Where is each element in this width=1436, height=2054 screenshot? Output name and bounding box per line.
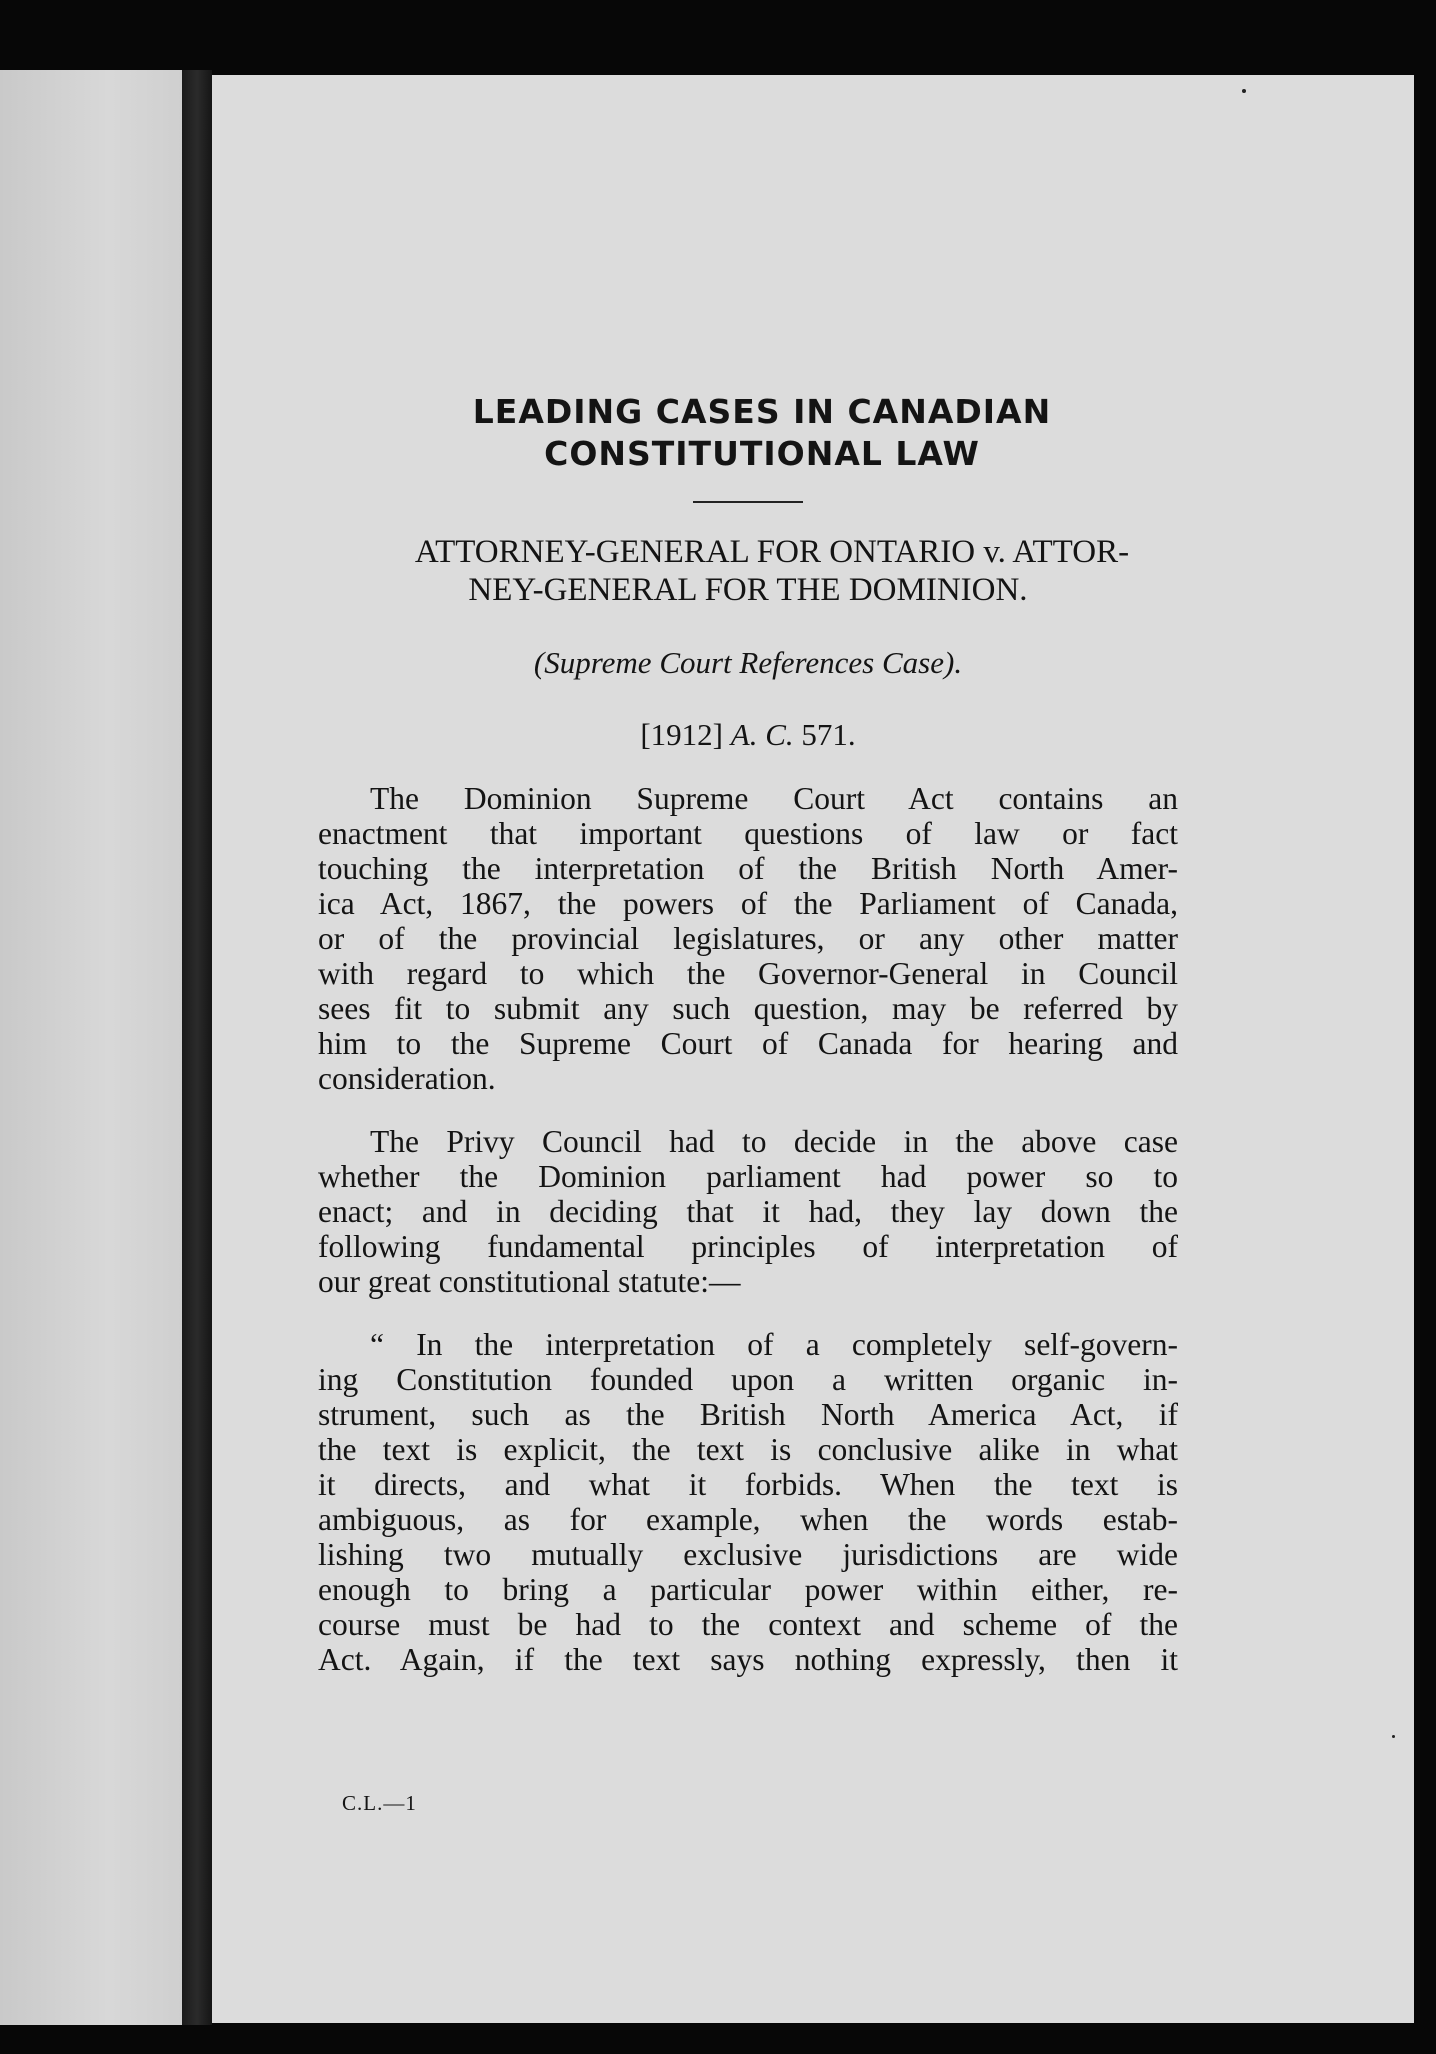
book-page — [212, 75, 1414, 2023]
text-line: him to the Supreme Court of Canada for hearing and — [318, 1026, 1178, 1061]
case-subtitle: (Supreme Court References Case). — [533, 645, 963, 680]
page-content — [318, 391, 1178, 1677]
text-line: enact; and in deciding that it had, they lay down the — [318, 1194, 1178, 1229]
citation-page: 571. — [801, 717, 856, 752]
paper-speck — [1392, 1735, 1395, 1738]
text-line: ica Act, 1867, the powers of the Parliament of Canada, — [318, 886, 1178, 921]
text-line: course must be had to the context and scheme of the — [318, 1607, 1178, 1642]
binding-gutter — [182, 70, 212, 2025]
text-line: ambiguous, as for example, when the words estab- — [318, 1502, 1178, 1537]
paragraph-1 — [318, 781, 1178, 1096]
heading-line-2: CONSTITUTIONAL LAW — [544, 434, 980, 473]
text-line: touching the interpretation of the British North Amer- — [318, 851, 1178, 886]
heading-line-1: LEADING CASES IN CANADIAN — [472, 392, 1052, 431]
text-line: The Dominion Supreme Court Act contains an — [370, 781, 1178, 816]
text-line: The Privy Council had to decide in the above case — [370, 1124, 1178, 1159]
paragraph-2 — [318, 1124, 1178, 1299]
text-line: ing Constitution founded upon a written organic in- — [318, 1362, 1178, 1397]
case-title — [318, 533, 1178, 609]
text-line: consideration. — [318, 1061, 496, 1096]
text-line: it directs, and what it forbids. When the text is — [318, 1467, 1178, 1502]
text-line: “ In the interpretation of a completely self-govern- — [370, 1327, 1178, 1362]
text-line: Act. Again, if the text says nothing expressly, then it — [318, 1642, 1178, 1677]
text-line: sees fit to submit any such question, may be referred by — [318, 991, 1178, 1026]
text-line: enough to bring a particular power within either, re- — [318, 1572, 1178, 1607]
case-title-line-1: ATTORNEY-GENERAL FOR ONTARIO v. ATTOR- — [414, 534, 1130, 570]
text-line: lishing two mutually exclusive jurisdictions are wide — [318, 1537, 1178, 1572]
heading-rule — [693, 501, 803, 503]
case-title-line-2: NEY-GENERAL FOR THE DOMINION. — [468, 572, 1028, 608]
facing-page-edge — [0, 70, 182, 2025]
text-line: our great constitutional statute:— — [318, 1264, 741, 1299]
book-heading — [346, 391, 1178, 475]
text-line: following fundamental principles of interpretation of — [318, 1229, 1178, 1264]
signature-mark: C.L.—1 — [342, 1791, 417, 1815]
paper-speck — [1242, 89, 1246, 93]
text-line: strument, such as the British North America Act, if — [318, 1397, 1178, 1432]
citation-report: A. C. — [730, 717, 794, 752]
text-line: with regard to which the Governor-General in Council — [318, 956, 1178, 991]
text-line: or of the provincial legislatures, or any other matter — [318, 921, 1178, 956]
text-line: enactment that important questions of law or fact — [318, 816, 1178, 851]
paragraph-3 — [318, 1327, 1178, 1677]
citation-year: [1912] — [640, 717, 724, 752]
case-citation — [318, 717, 1178, 753]
text-line: whether the Dominion parliament had power so to — [318, 1159, 1178, 1194]
text-line: the text is explicit, the text is conclusive alike in what — [318, 1432, 1178, 1467]
